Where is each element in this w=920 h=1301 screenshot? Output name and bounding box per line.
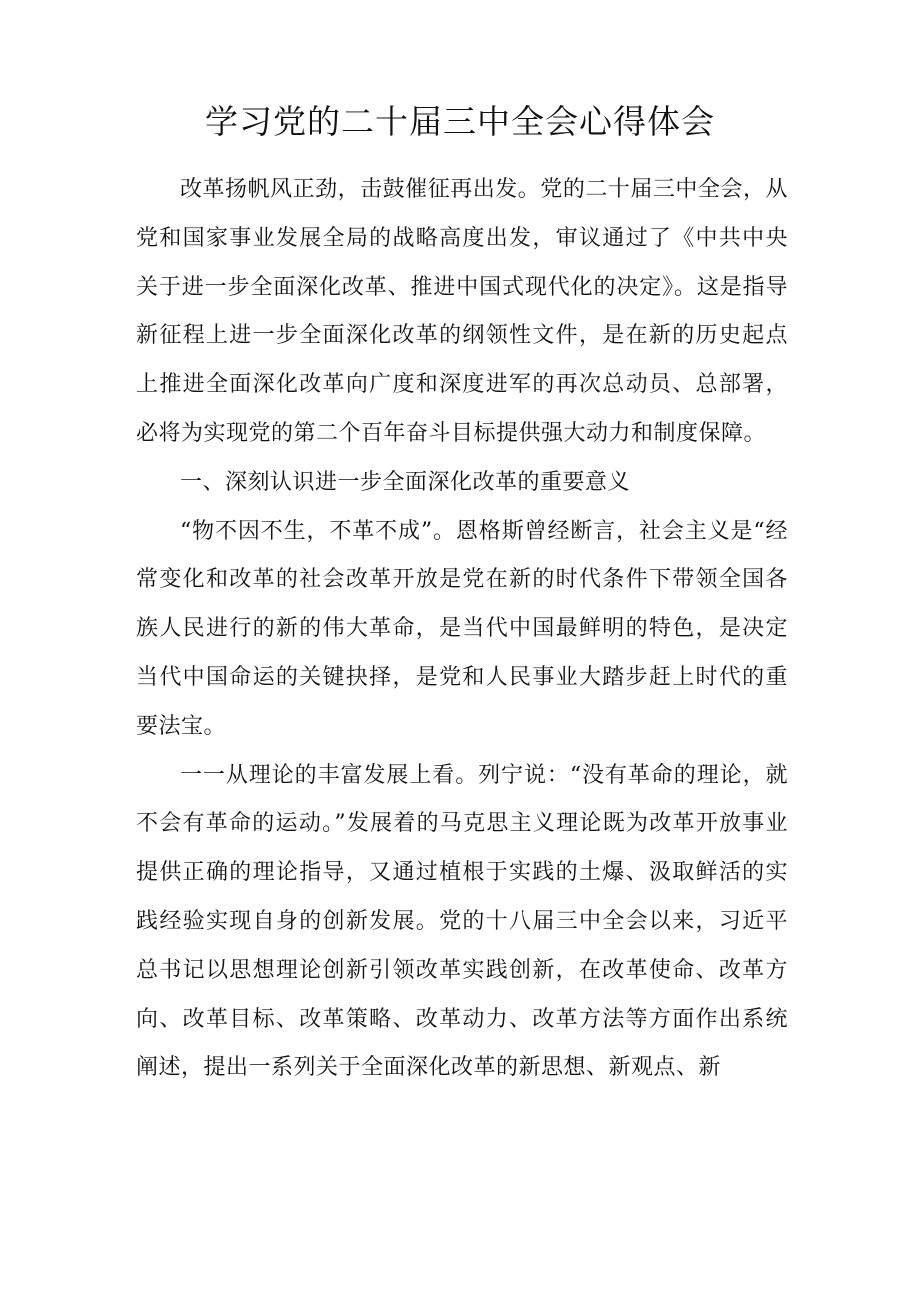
section-heading-1: 一、深刻认识进一步全面深化改革的重要意义 xyxy=(180,469,631,495)
paragraph-quote: “物不因不生，不革不成”。恩格斯曾经断言，社会主义是“经常变化和改革的社会改革开放是党在新的时代条件下带领全国各族人民进行的新的伟大革命，是当代中国最鲜明的特色，是决定当代中国命运的关键抉择，是党和人民事业大踏步赶上时代的重要法宝。 xyxy=(136,518,788,739)
paragraph-theory: 一一从理论的丰富发展上看。列宁说：“没有革命的理论，就不会有革命的运动。”发展着的马克思主义理论既为改革开放事业提供正确的理论指导，又通过植根于实践的土爆、汲取鲜活的实践经验实现自身的创新发展。党的十八届三中全会以来，习近平总书记以思想理论创新引领改革实践创新，在改革使命、改革方向、改革目标、改革策略、改革动力、改革方法等方面作出系统阐述，提出一系列关于全面深化改革的新思想、新观点、新 xyxy=(136,762,788,1081)
paragraph-intro: 改革扬帆风正劲，击鼓催征再出发。党的二十届三中全会，从党和国家事业发展全局的战略高度出发，审议通过了《中共中央关于进一步全面深化改革、推进中国式现代化的决定》。这是指导新征程上进一步全面深化改革的纲领性文件，是在新的历史起点上推进全面深化改革向广度和深度进军的再次总动员、总部署，必将为实现党的第二个百年奋斗目标提供强大动力和制度保障。 xyxy=(136,177,788,446)
document-title: 学习党的二十届三中全会心得体会 xyxy=(205,102,715,141)
document-body xyxy=(136,166,788,1093)
